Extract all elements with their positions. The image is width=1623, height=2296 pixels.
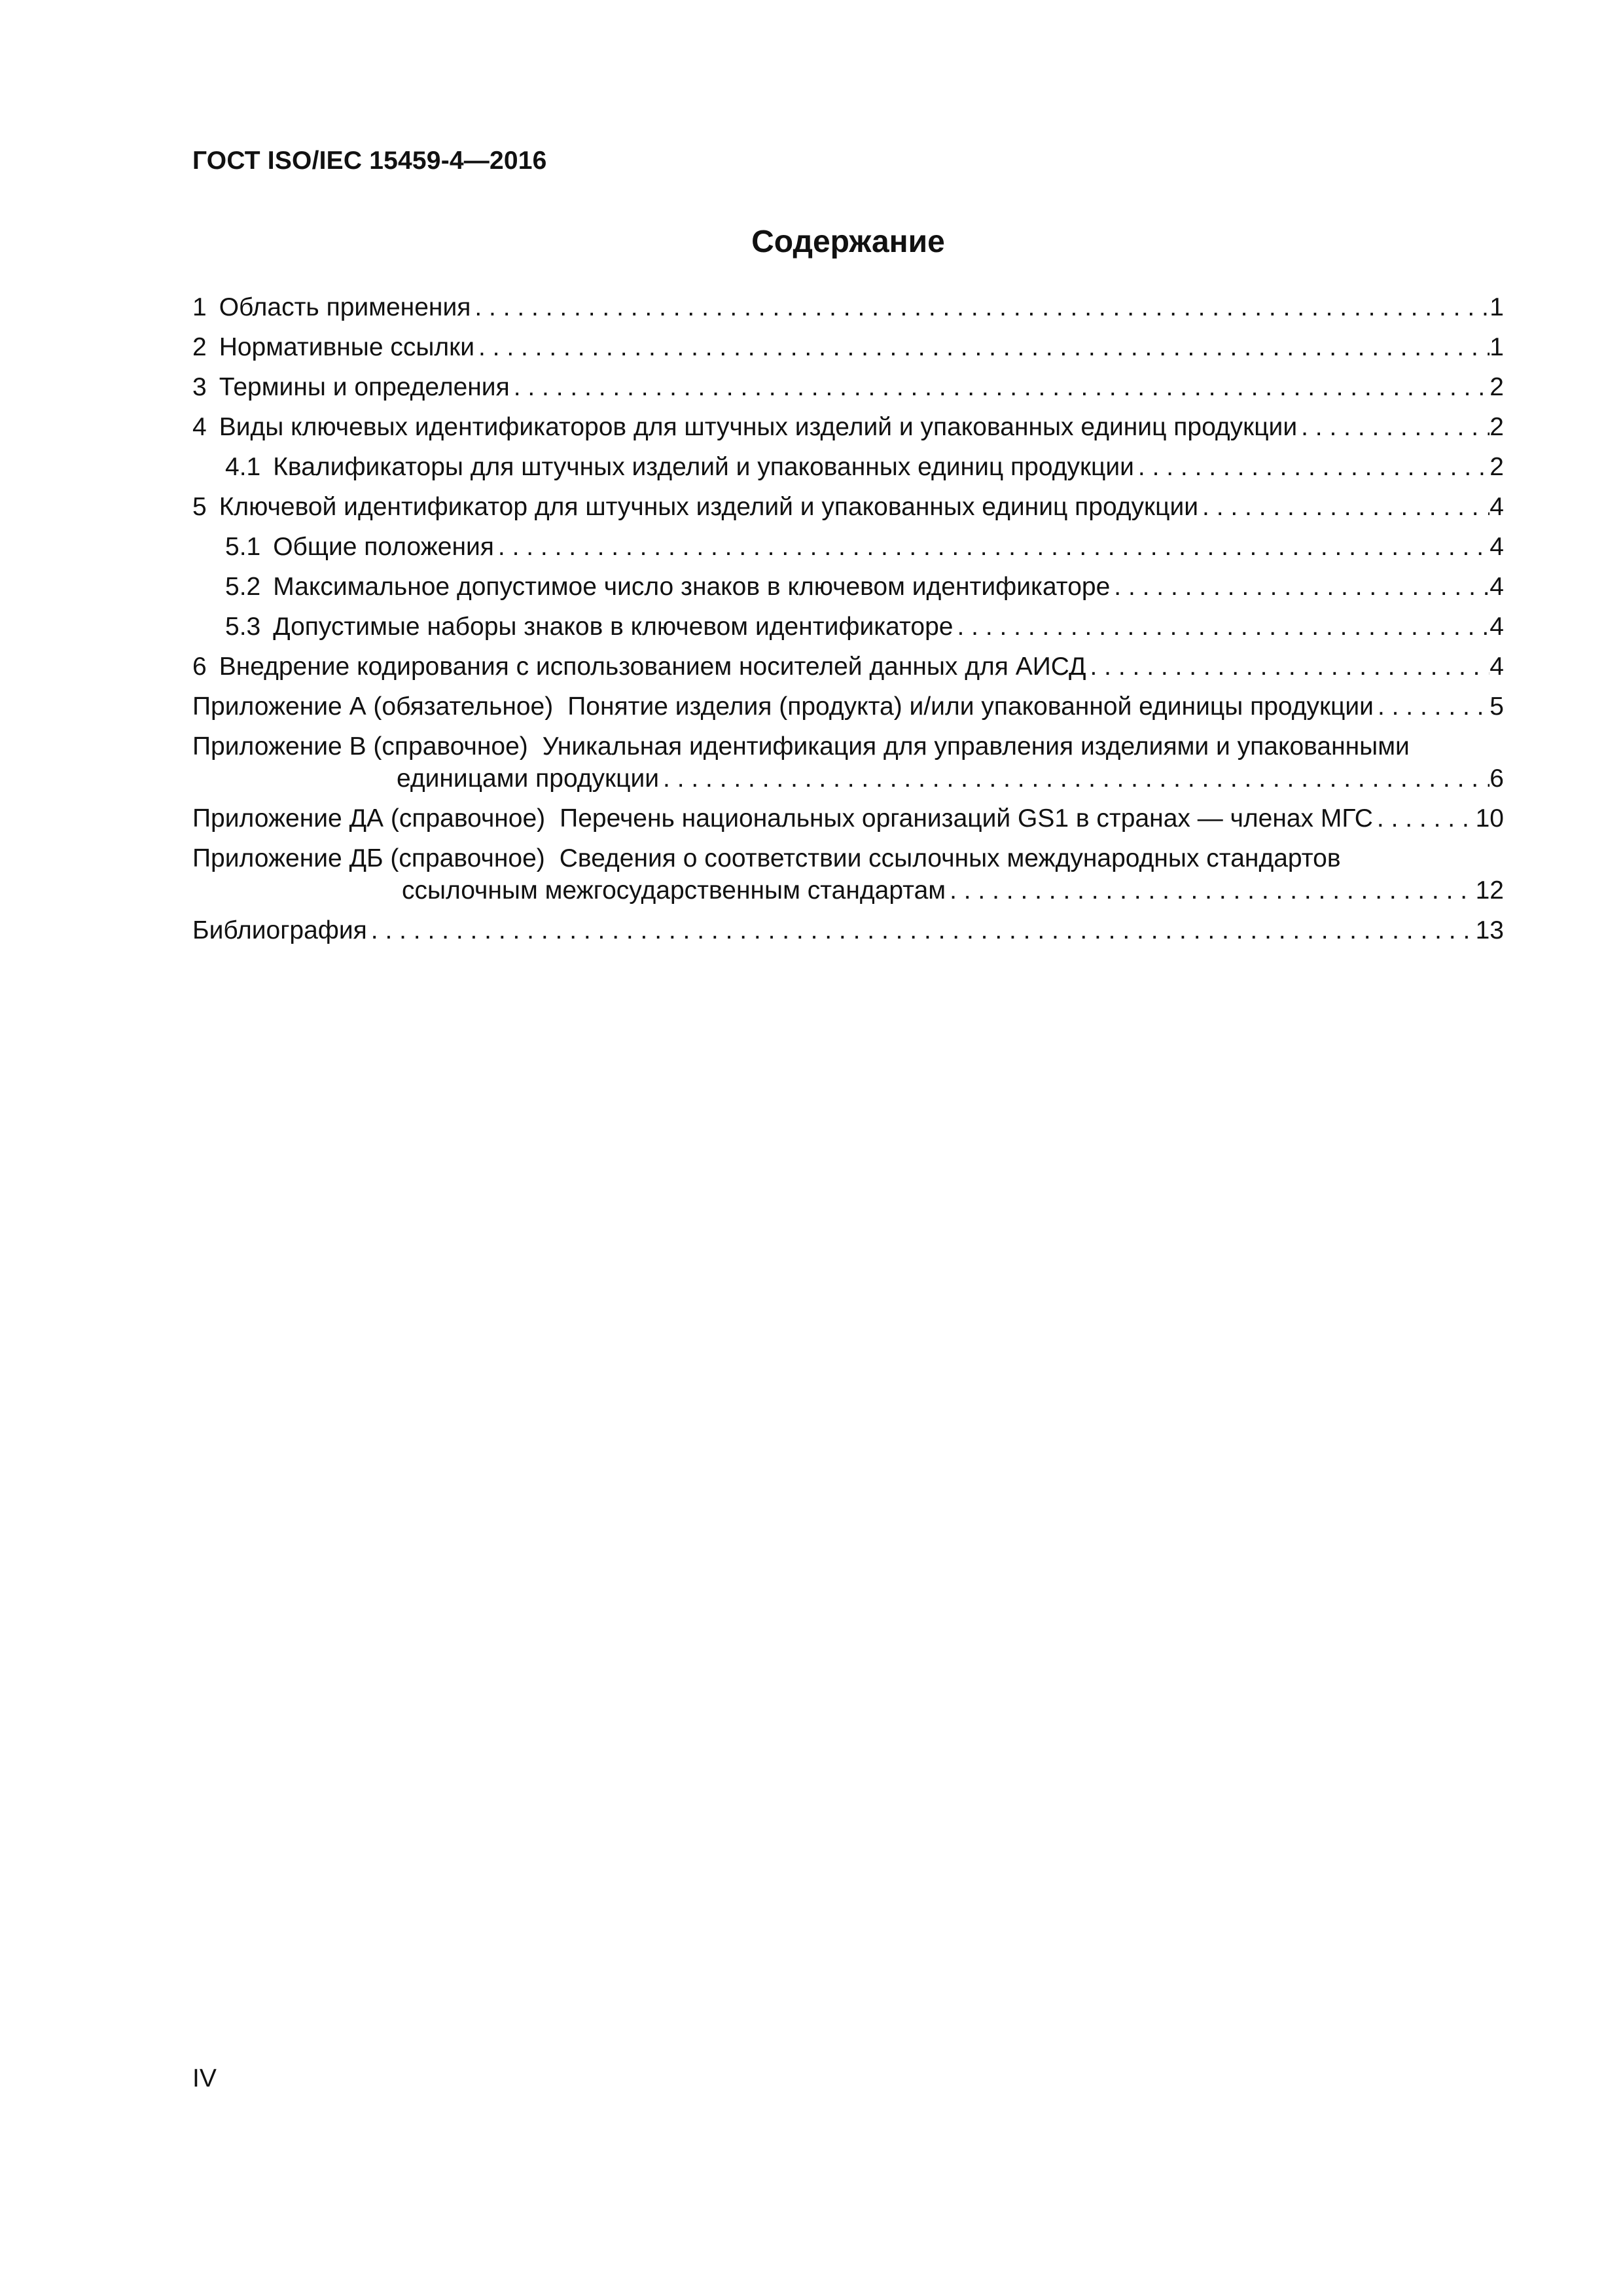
toc-entry-5-3[interactable] [192, 611, 1504, 643]
toc-entry-title: Виды ключевых идентификаторов для штучных изделий и упакованных единиц продукции [219, 413, 1298, 441]
toc-entry-number: 5 [192, 493, 207, 521]
toc-entry-title: Нормативные ссылки [219, 333, 474, 361]
dot-leader [954, 611, 1490, 643]
toc-entry-5-2[interactable] [192, 571, 1504, 603]
toc-entry-number: 4.1 [225, 453, 261, 481]
toc-entry-number: 5.3 [225, 613, 261, 641]
toc-entry-2[interactable] [192, 331, 1504, 363]
toc-entry-page: 12 [1475, 876, 1504, 905]
toc-entry-page: 6 [1489, 764, 1504, 793]
toc-entry-page: 4 [1489, 533, 1504, 561]
toc-entry-page: 2 [1489, 373, 1504, 401]
toc-entry-page: 4 [1489, 573, 1504, 601]
toc-entry-3[interactable] [192, 371, 1504, 403]
toc-entry-page: 2 [1489, 413, 1504, 441]
annex-title-line2: ссылочным межгосударственным стандартам [402, 876, 946, 905]
dot-leader [1297, 411, 1489, 443]
toc-entry-page: 1 [1489, 333, 1504, 361]
dot-leader [1198, 491, 1489, 523]
toc-entry-5-1[interactable] [192, 531, 1504, 563]
toc-entry-title: Внедрение кодирования с использованием носителей данных для АИСД [219, 653, 1086, 681]
toc-entry-number: 4 [192, 413, 207, 441]
dot-leader [1134, 451, 1489, 483]
dot-leader [1110, 571, 1489, 603]
toc-entry-number: 3 [192, 373, 207, 401]
toc-entry-number: 1 [192, 293, 207, 321]
toc-bibliography[interactable] [192, 914, 1504, 946]
toc-entry-4-1[interactable] [192, 451, 1504, 483]
annex-title: Перечень национальных организаций GS1 в странах — членах МГС [560, 804, 1373, 833]
annex-title-line1: Уникальная идентификация для управления изделиями и упакованными [542, 732, 1410, 761]
dot-leader [1086, 651, 1490, 683]
toc-entry-page: 10 [1475, 804, 1504, 833]
page-number: IV [192, 2064, 217, 2092]
annex-label: Приложение ДА (справочное) [192, 804, 546, 833]
toc-title: Содержание [751, 224, 945, 259]
annex-label: Приложение ДБ (справочное) [192, 844, 545, 872]
dot-leader [1374, 691, 1489, 723]
annex-label: Приложение В (справочное) [192, 732, 528, 761]
toc-entry-number: 5.2 [225, 573, 261, 601]
toc-entry-page: 4 [1489, 613, 1504, 641]
toc-entry-title: Общие положения [273, 533, 494, 561]
toc-entry-title: Квалификаторы для штучных изделий и упакованных единиц продукции [273, 453, 1134, 481]
toc-entry-4[interactable] [192, 411, 1504, 443]
dot-leader [367, 914, 1476, 946]
dot-leader [1373, 802, 1476, 834]
toc-annex-a[interactable] [192, 691, 1504, 723]
dot-leader [659, 762, 1489, 795]
toc-annex-b[interactable] [192, 730, 1504, 795]
annex-label: Приложение А (обязательное) [192, 692, 554, 721]
toc-annex-da[interactable] [192, 802, 1504, 834]
toc-entry-number: 6 [192, 653, 207, 681]
dot-leader [494, 531, 1489, 563]
dot-leader [471, 291, 1489, 323]
toc-entry-page: 4 [1489, 493, 1504, 521]
toc-entry-title: Область применения [219, 293, 471, 321]
toc-entry-number: 2 [192, 333, 207, 361]
toc-entry-page: 13 [1475, 916, 1504, 944]
bibliography-title: Библиография [192, 916, 367, 944]
toc-entry-title: Максимальное допустимое число знаков в ключевом идентификаторе [273, 573, 1111, 601]
toc-entry-title: Ключевой идентификатор для штучных изделий и упакованных единиц продукции [219, 493, 1199, 521]
toc-entry-5[interactable] [192, 491, 1504, 523]
toc-entry-title: Допустимые наборы знаков в ключевом идентификаторе [273, 613, 954, 641]
standard-code-header: ГОСТ ISO/IEC 15459-4—2016 [192, 147, 547, 175]
toc-entry-1[interactable] [192, 291, 1504, 323]
toc-annex-db[interactable] [192, 842, 1504, 906]
toc-entry-page: 2 [1489, 453, 1504, 481]
dot-leader [946, 874, 1476, 906]
toc-entry-page: 5 [1489, 692, 1504, 721]
dot-leader [474, 331, 1489, 363]
dot-leader [510, 371, 1490, 403]
toc-entry-title: Термины и определения [219, 373, 510, 401]
annex-title-line2: единицами продукции [397, 764, 660, 793]
toc-entry-page: 4 [1489, 653, 1504, 681]
toc-entry-6[interactable] [192, 651, 1504, 683]
annex-title-line1: Сведения о соответствии ссылочных международных стандартов [559, 844, 1341, 872]
toc-entry-number: 5.1 [225, 533, 261, 561]
toc-entry-page: 1 [1489, 293, 1504, 321]
annex-title: Понятие изделия (продукта) и/или упакованной единицы продукции [567, 692, 1374, 721]
table-of-contents [192, 291, 1504, 946]
